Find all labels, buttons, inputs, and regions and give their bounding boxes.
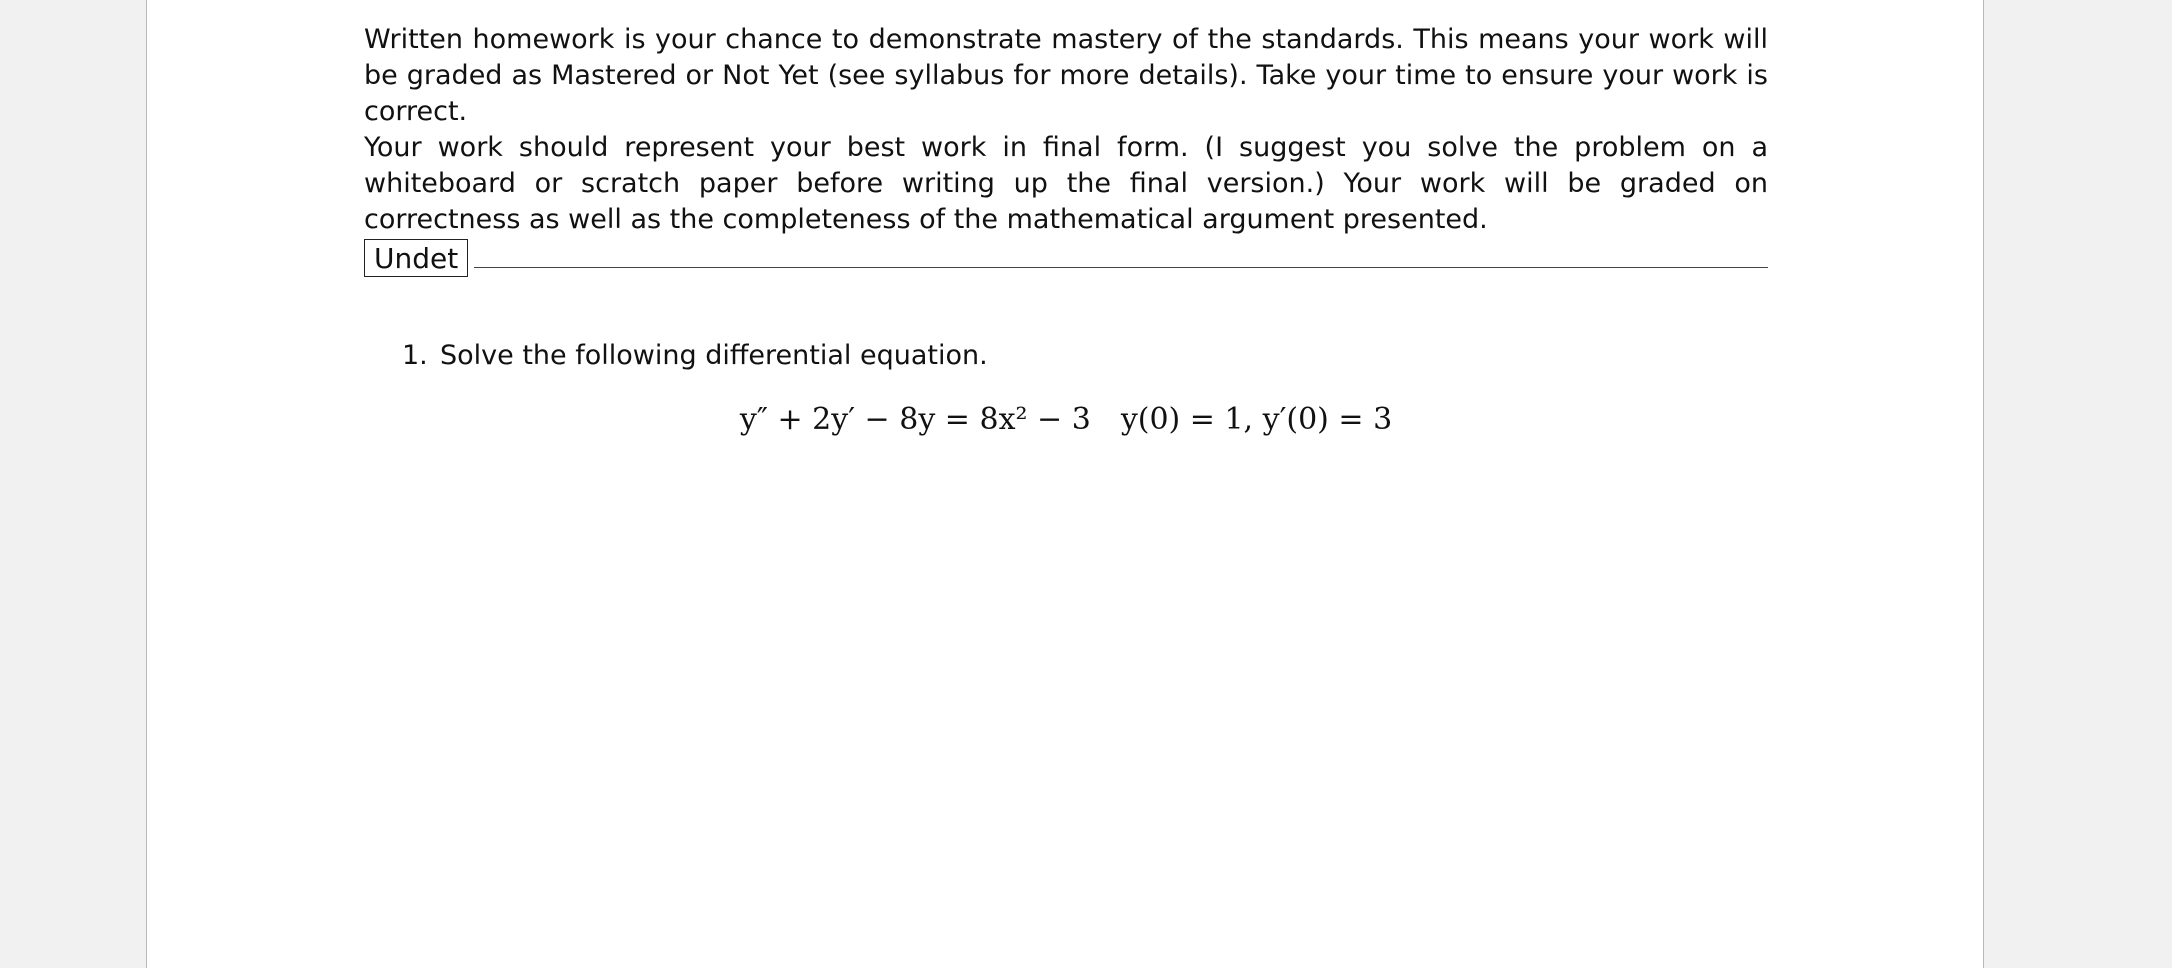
section-label: Undet [364,239,468,277]
problem-item [364,338,1768,378]
equation-main: y″ + 2y′ − 8y = 8x² − 3 [739,402,1091,437]
intro-paragraph-2: Your work should represent your best work in final form. (I suggest you solve the problem on a whiteboard or scratch paper before writing up the final version.) Your work will be graded on correctness as well as the completeness of the mathematical argument presented. [364,132,1768,235]
section-divider [474,267,1768,268]
differential-equation [147,400,1985,440]
problem-prompt: Solve the following differential equation. [440,340,988,371]
equation-initial-conditions: y(0) = 1, y′(0) = 3 [1120,402,1393,437]
page-content [364,22,1768,378]
intro-paragraph-1: Written homework is your chance to demonstrate mastery of the standards. This means your work will be graded as Mastered or Not Yet (see syllabus for more details). Take your time to ensure your work is correct. [364,24,1768,127]
document-page [146,0,1984,968]
problem-number: 1. [402,340,428,371]
section-header [364,239,1768,279]
